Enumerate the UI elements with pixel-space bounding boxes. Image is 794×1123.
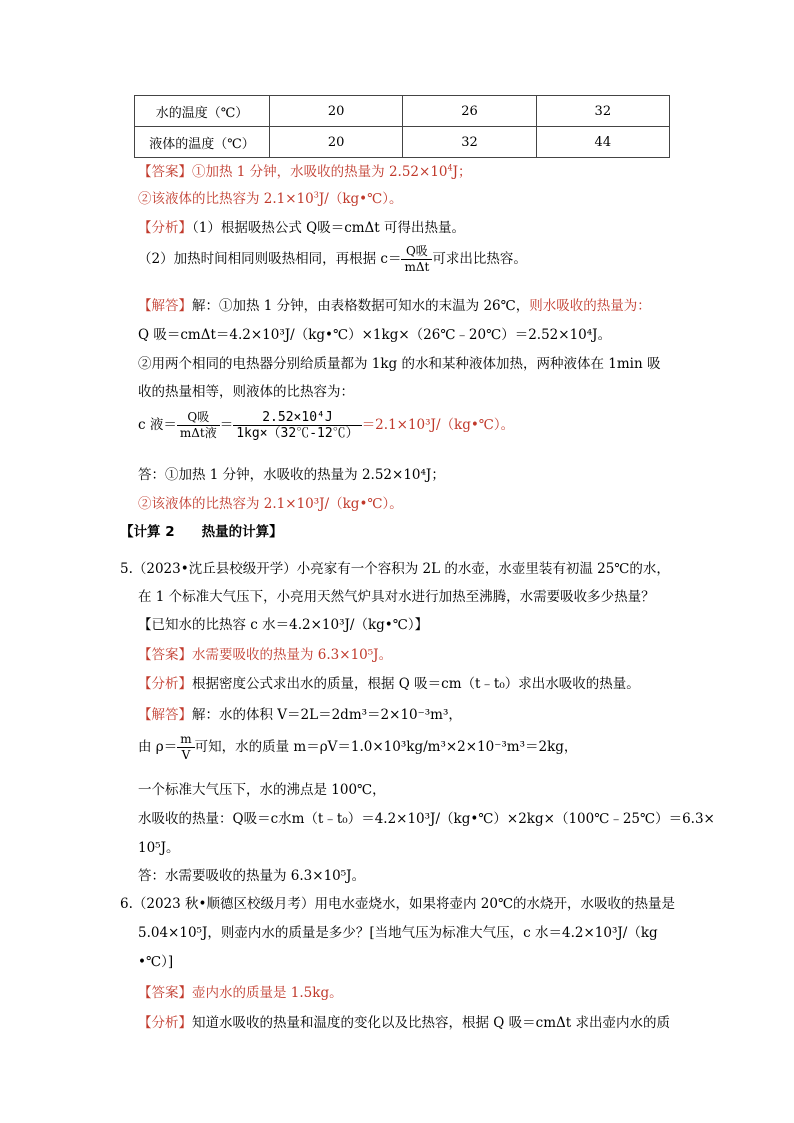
table-row bbox=[135, 127, 670, 158]
problem-5-line-2: 在 1 个标准大气压下，小亮用天然气炉具对水进行加热至沸腾，水需要吸收多少热量？ bbox=[138, 589, 655, 605]
table-cell: 32 bbox=[536, 96, 669, 127]
answer-line: 【答案】水需要吸收的热量为 6.3×10⁵J。 bbox=[138, 647, 393, 663]
solution-tag: 【解答】 bbox=[138, 707, 192, 723]
problem-6-line-1: 6.（2023 秋•顺德区校级月考）用电水壶烧水，如果将壶内 20℃的水烧开，水吸收的热量是 bbox=[120, 896, 676, 912]
answer-line-2: ②该液体的比热容为 $2.1\times 10^3J/(kg•℃)$。 bbox=[138, 190, 403, 207]
solution-line-1: 【解答】解：①加热 1 分钟，由表格数据可知水的末温为 26℃，则水吸收的热量为： bbox=[138, 298, 651, 314]
solution-line-2: Q 吸＝cmΔt＝4.2×10³J/（kg•℃）×1kg×（26℃﹣20℃）＝2.52×10⁴J。 bbox=[138, 327, 612, 343]
answer-text: ①加热 1 分钟，水吸收的热量为 $2.52\times 10^4J$； bbox=[192, 163, 472, 180]
fraction: $\frac{m}{V}$ bbox=[177, 732, 194, 763]
analysis-tag: 【分析】 bbox=[138, 676, 192, 692]
table-cell: 32 bbox=[403, 127, 536, 158]
solution-line-3b: 收的热量相等，则液体的比热容为： bbox=[138, 384, 354, 400]
answer-line-1 bbox=[138, 160, 472, 180]
solution-line-1: 【解答】解：水的体积 V＝2L＝2dm³＝2×10⁻³m³， bbox=[138, 707, 462, 723]
reply-line-2: ②该液体的比热容为 2.1×10³J/（kg•℃）。 bbox=[138, 496, 403, 512]
solution-tag: 【解答】 bbox=[138, 298, 192, 314]
table-cell: 26 bbox=[403, 96, 536, 127]
fraction: $\frac{\text{2.52×10⁴J}}{1kg\times(32℃-12℃)}$ bbox=[233, 410, 361, 441]
problem-6-line-2: 5.04×10⁵J，则壶内水的质量是多少？[当地气压为标准大气压，c 水＝4.2×10³J/（kg bbox=[138, 925, 658, 941]
section-title: 【计算 2 热量的计算】 bbox=[120, 524, 283, 540]
solution-line-2: 由 ρ＝ $\frac{m}{V}$ 可知，水的质量 m＝ρV＝1.0×10³kg/m³×2×10⁻³m³＝2kg， bbox=[138, 732, 578, 762]
answer-line: 【答案】壶内水的质量是 1.5kg。 bbox=[138, 985, 343, 1001]
solution-line-3: 一个标准大气压下，水的沸点是 100℃， bbox=[138, 782, 386, 798]
fraction: $\frac{\text{Q吸}}{\text{mΔt}}$ bbox=[401, 244, 432, 275]
analysis-tag: 【分析】 bbox=[138, 1015, 192, 1031]
table-cell: 20 bbox=[270, 127, 403, 158]
analysis-line-2: （2）加热时间相同则吸热相同，再根据 c＝ $\frac{\text{Q吸}}{\text{mΔt}}$ 可求出比热容。 bbox=[138, 244, 527, 274]
problem-6-line-3: •℃）] bbox=[138, 954, 174, 970]
answer-tag: 【答案】 bbox=[138, 647, 192, 663]
reply-line: 答：水需要吸收的热量为 6.3×10⁵J。 bbox=[138, 868, 366, 884]
solution-line-4: 水吸收的热量：Q吸＝c水m（t﹣t₀）＝4.2×10³J/（kg•℃）×2kg×（100℃﹣25℃）＝6.3× bbox=[138, 811, 715, 827]
solution-line-3a: ②用两个相同的电热器分别给质量都为 1kg 的水和某种液体加热，两种液体在 1min 吸 bbox=[138, 356, 661, 372]
table-row bbox=[135, 96, 670, 127]
reply-line-1: 答：①加热 1 分钟，水吸收的热量为 2.52×10⁴J； bbox=[138, 467, 445, 483]
analysis-line: 【分析】根据密度公式求出水的质量，根据 Q 吸＝cm（t﹣t₀）求出水吸收的热量。 bbox=[138, 676, 640, 692]
analysis-line-1: 【分析】（1）根据吸热公式 Q吸＝cmΔt 可得出热量。 bbox=[138, 220, 466, 236]
temperature-table bbox=[134, 95, 670, 158]
answer-tag: 【答案】 bbox=[138, 985, 192, 1001]
row-label: 水的温度（℃） bbox=[135, 96, 270, 127]
problem-5-line-1: 5.（2023•沈丘县校级开学）小亮家有一个容积为 2L 的水壶，水壶里装有初温 25℃的水， bbox=[120, 561, 670, 577]
row-label: 液体的温度（℃） bbox=[135, 127, 270, 158]
analysis-line: 【分析】知道水吸收的热量和温度的变化以及比热容，根据 Q 吸＝cmΔt 求出壶内水的质 bbox=[138, 1015, 670, 1031]
problem-5-line-3: 【已知水的比热容 c 水＝4.2×10³J/（kg•℃）】 bbox=[138, 617, 429, 633]
analysis-tag: 【分析】 bbox=[138, 220, 192, 236]
solution-line-5: 10⁵J。 bbox=[138, 840, 180, 856]
solution-line-4: c 液＝ $\frac{\text{Q吸}}{\text{mΔt液}}$ ＝ $\frac{\text{2.52×10⁴J}}{1kg\times(32℃-12℃)}$ ＝2.1×10³J/（kg•℃）。 bbox=[138, 410, 515, 441]
table-cell: 20 bbox=[270, 96, 403, 127]
table-cell: 44 bbox=[536, 127, 669, 158]
answer-tag: 【答案】 bbox=[138, 164, 192, 180]
fraction: $\frac{\text{Q吸}}{\text{mΔt液}}$ bbox=[177, 410, 220, 441]
